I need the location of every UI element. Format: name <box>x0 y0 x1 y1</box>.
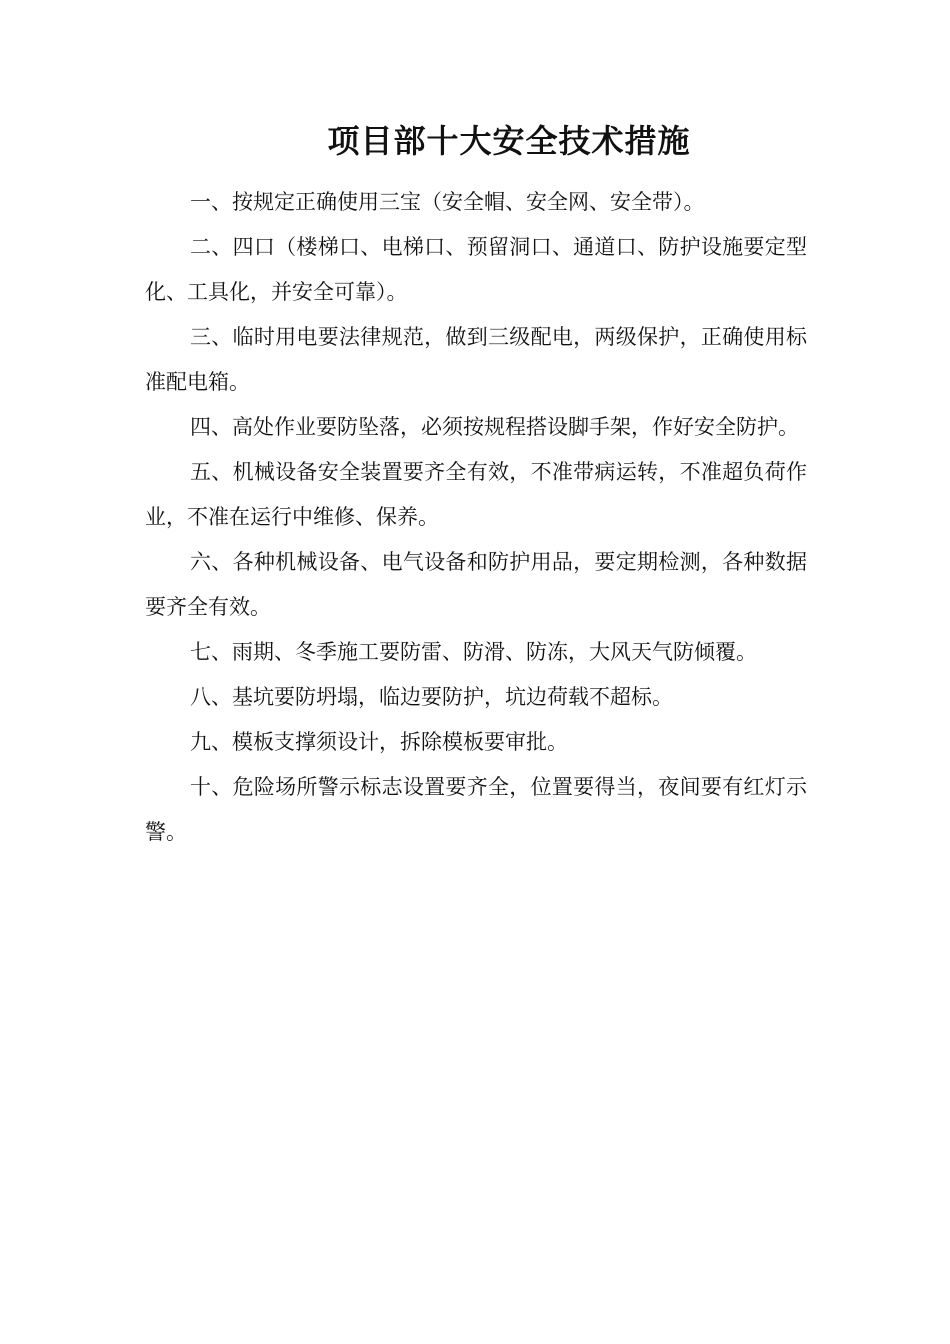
measure-item-7: 七、雨期、冬季施工要防雷、防滑、防冻，大风天气防倾覆。 <box>190 640 757 664</box>
measure-item-3: 三、临时用电要法律规范，做到三级配电，两级保护，正确使用标准配电箱。 <box>145 325 807 394</box>
measure-item-1: 一、按规定正确使用三宝（安全帽、安全网、安全带）。 <box>190 190 705 214</box>
measure-item-4: 四、高处作业要防坠落，必须按规程搭设脚手架，作好安全防护。 <box>190 415 799 439</box>
measure-item-6: 六、各种机械设备、电气设备和防护用品，要定期检测，各种数据要齐全有效。 <box>145 550 807 619</box>
measure-item-8: 八、基坑要防坍塌，临边要防护，坑边荷载不超标。 <box>190 685 673 709</box>
measure-item-5: 五、机械设备安全装置要齐全有效，不准带病运转，不准超负荷作业，不准在运行中维修、保养。 <box>145 460 807 529</box>
measure-item-9: 九、模板支撑须设计，拆除模板要审批。 <box>190 730 568 754</box>
measure-item-10: 十、危险场所警示标志设置要齐全，位置要得当，夜间要有红灯示警。 <box>145 775 807 844</box>
measure-item-2: 二、四口（楼梯口、电梯口、预留洞口、通道口、防护设施要定型化、工具化，并安全可靠）。 <box>145 235 807 304</box>
document-title: 项目部十大安全技术措施 <box>327 122 691 160</box>
measures-list <box>145 180 807 855</box>
